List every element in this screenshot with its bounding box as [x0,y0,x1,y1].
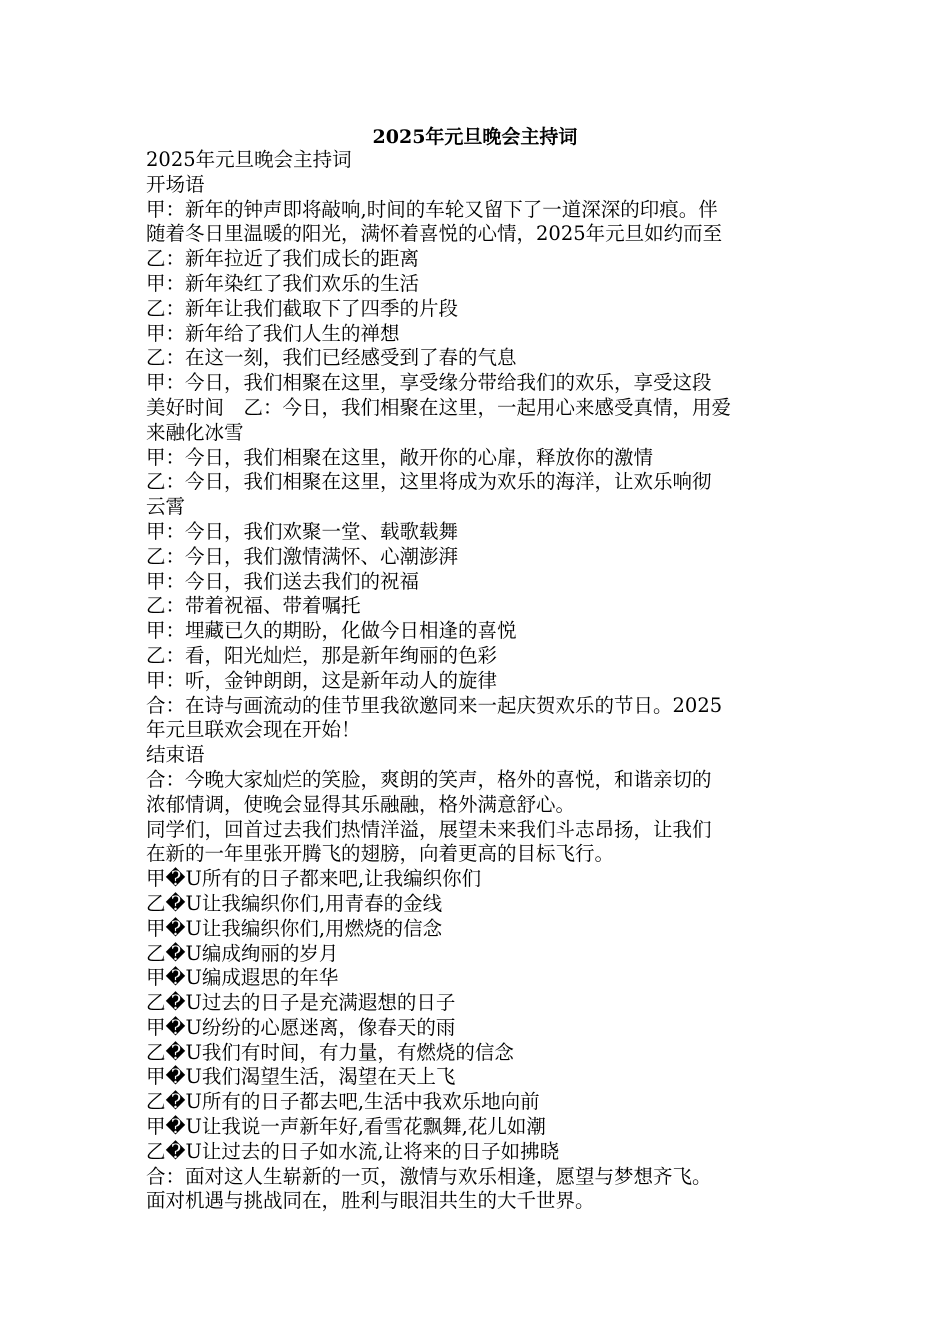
text-line: 乙：带着祝福、带着嘱托 [146,594,361,618]
text-line: 乙�U让过去的日子如水流,让将来的日子如拂晓 [146,1139,560,1163]
text-line: 乙�U所有的日子都去吧,生活中我欢乐地向前 [146,1090,540,1114]
text-line: 甲�U纷纷的心愿迷离，像春天的雨 [146,1015,456,1039]
text-line: 乙：新年拉近了我们成长的距离 [146,247,420,271]
text-line: 云霄 [146,495,186,519]
text-line: 同学们，回首过去我们热情洋溢，展望未来我们斗志昂扬，让我们 [146,817,712,841]
text-line: 甲�U编成遐思的年华 [146,966,339,990]
text-line: 年元旦联欢会现在开始！ [146,718,361,742]
text-line: 甲�U我们渴望生活，渴望在天上飞 [146,1065,456,1089]
text-line: 乙：看，阳光灿烂，那是新年绚丽的色彩 [146,643,498,667]
text-line: 合：今晚大家灿烂的笑脸，爽朗的笑声，格外的喜悦，和谐亲切的 [146,767,712,791]
text-line: 甲：新年给了我们人生的禅想 [146,321,400,345]
text-line: 甲：今日，我们送去我们的祝福 [146,569,420,593]
text-line: 结束语 [146,743,205,767]
text-line: 2025年元旦晚会主持词 [146,148,352,171]
text-line: 甲：今日，我们欢聚一堂、载歌载舞 [146,519,459,543]
text-line: 在新的一年里张开腾飞的翅膀，向着更高的目标飞行。 [146,842,615,866]
text-line: 甲�U让我编织你们,用燃烧的信念 [146,916,443,940]
text-line: 合：在诗与画流动的佳节里我欲邀同来一起庆贺欢乐的节日。2025 [146,693,723,717]
text-line: 甲：今日，我们相聚在这里，敞开你的心扉，释放你的激情 [146,445,654,469]
text-line: 浓郁情调，使晚会显得其乐融融，格外满意舒心。 [146,792,576,816]
text-line: 来融化冰雪 [146,420,244,444]
text-line: 乙�U过去的日子是充满遐想的日子 [146,991,456,1015]
text-line: 甲：新年染红了我们欢乐的生活 [146,271,420,295]
text-line: 乙：今日，我们激情满怀、心潮澎湃 [146,544,459,568]
text-line: 乙�U让我编织你们,用青春的金线 [146,891,443,915]
text-line: 美好时间 乙：今日，我们相聚在这里，一起用心来感受真情，用爱 [146,395,732,419]
text-line: 开场语 [146,172,205,196]
text-line: 甲：埋藏已久的期盼，化做今日相逢的喜悦 [146,619,517,643]
text-line: 乙：新年让我们截取下了四季的片段 [146,296,459,320]
text-line: 甲�U让我说一声新年好,看雪花飘舞,花儿如潮 [146,1115,546,1139]
text-line: 甲�U所有的日子都来吧,让我编织你们 [146,867,482,891]
text-line: 甲：听，金钟朗朗，这是新年动人的旋律 [146,668,498,692]
text-line: 合：面对这人生崭新的一页，激情与欢乐相逢，愿望与梦想齐飞。 [146,1164,712,1188]
text-line: 乙：在这一刻，我们已经感受到了春的气息 [146,346,517,370]
text-line: 乙�U我们有时间，有力量，有燃烧的信念 [146,1040,514,1064]
text-line: 面对机遇与挑战同在，胜利与眼泪共生的大千世界。 [146,1189,595,1213]
text-line: 随着冬日里温暖的阳光，满怀着喜悦的心情，2025年元旦如约而至 [146,222,723,246]
document-body [146,148,811,1214]
text-line: 乙：今日，我们相聚在这里，这里将成为欢乐的海洋，让欢乐响彻 [146,470,712,494]
text-line: 乙�U编成绚丽的岁月 [146,941,339,965]
text-line: 甲：今日，我们相聚在这里，享受缘分带给我们的欢乐，享受这段 [146,371,712,395]
text-line: 甲：新年的钟声即将敲响,时间的车轮又留下了一道深深的印痕。伴 [146,197,718,221]
document-title: 2025年元旦晚会主持词 [372,126,578,148]
